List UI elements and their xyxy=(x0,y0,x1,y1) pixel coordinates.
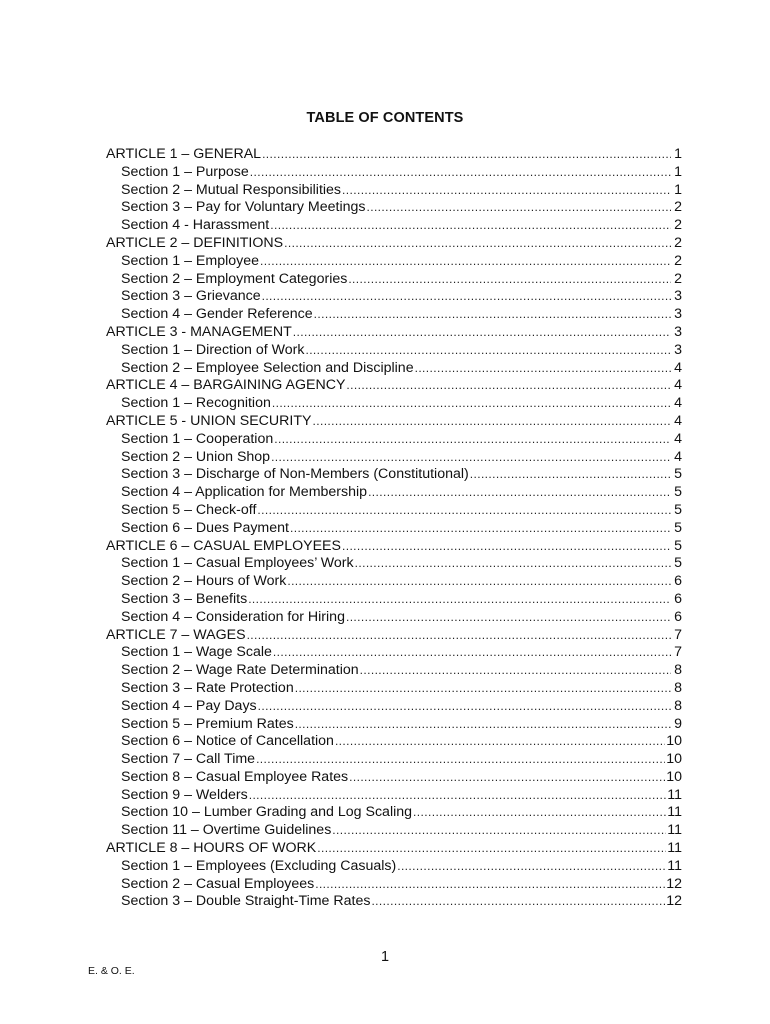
toc-entry-page: 5 xyxy=(674,466,682,483)
toc-entry-page: 4 xyxy=(674,430,682,447)
dot-leader xyxy=(295,680,671,698)
toc-entry-page: 6 xyxy=(674,590,682,607)
toc-entry-label: ARTICLE 3 - MANAGEMENT xyxy=(106,323,292,340)
dot-leader xyxy=(305,342,671,360)
toc-entry-page: 11 xyxy=(667,786,682,803)
toc-section-entry xyxy=(106,306,682,324)
toc-entry-label: Section 1 – Recognition xyxy=(121,395,271,412)
toc-entry-label: Section 5 – Premium Rates xyxy=(121,715,294,732)
table-of-contents xyxy=(106,146,682,911)
toc-entry-label: Section 2 – Union Shop xyxy=(121,448,271,465)
toc-entry-label: ARTICLE 6 – CASUAL EMPLOYEES xyxy=(106,537,341,554)
toc-entry-label: ARTICLE 2 – DEFINITIONS xyxy=(106,234,284,251)
toc-section-entry xyxy=(106,751,682,769)
toc-entry-label: Section 6 – Dues Payment xyxy=(121,519,289,536)
toc-section-entry xyxy=(106,555,682,573)
toc-entry-label: Section 8 – Casual Employee Rates xyxy=(121,768,349,785)
toc-entry-page: 5 xyxy=(674,484,682,501)
toc-entry-page: 6 xyxy=(674,608,682,625)
toc-entry-label: Section 4 – Pay Days xyxy=(121,697,257,714)
toc-entry-label: ARTICLE 8 – HOURS OF WORK xyxy=(106,840,317,857)
dot-leader xyxy=(371,893,665,911)
toc-entry-label: Section 2 – Mutual Responsibilities xyxy=(121,181,342,198)
toc-entry-label: Section 1 – Casual Employees’ Work xyxy=(121,555,354,572)
toc-entry-label: Section 2 – Wage Rate Determination xyxy=(121,662,359,679)
toc-entry-label: Section 1 – Employee xyxy=(121,252,260,269)
toc-section-entry xyxy=(106,698,682,716)
dot-leader xyxy=(315,876,665,894)
dot-leader xyxy=(355,555,671,573)
toc-entry-page: 2 xyxy=(674,252,682,269)
dot-leader xyxy=(470,466,671,484)
dot-leader xyxy=(257,502,671,520)
toc-entry-label: Section 3 – Grievance xyxy=(121,288,261,305)
toc-section-entry xyxy=(106,484,682,502)
toc-section-entry xyxy=(106,716,682,734)
toc-section-entry xyxy=(106,502,682,520)
dot-leader xyxy=(413,804,666,822)
toc-entry-page: 2 xyxy=(674,199,682,216)
toc-section-entry xyxy=(106,271,682,289)
toc-section-entry xyxy=(106,520,682,538)
toc-entry-page: 2 xyxy=(674,234,682,251)
toc-article-entry xyxy=(106,324,682,342)
page-title: TABLE OF CONTENTS xyxy=(306,110,464,126)
toc-entry-page: 2 xyxy=(674,270,682,287)
toc-entry-page: 7 xyxy=(674,626,682,643)
toc-entry-page: 12 xyxy=(666,893,682,910)
toc-entry-label: Section 4 - Harassment xyxy=(121,217,270,234)
toc-section-entry xyxy=(106,876,682,894)
toc-section-entry xyxy=(106,217,682,235)
toc-entry-label: Section 2 – Employee Selection and Discipline xyxy=(121,359,414,376)
toc-entry-page: 6 xyxy=(674,573,682,590)
toc-entry-page: 5 xyxy=(674,501,682,518)
dot-leader xyxy=(346,609,671,627)
toc-section-entry xyxy=(106,164,682,182)
toc-entry-label: Section 3 – Double Straight-Time Rates xyxy=(121,893,371,910)
toc-section-entry xyxy=(106,787,682,805)
toc-entry-label: Section 11 – Overtime Guidelines xyxy=(121,822,332,839)
toc-section-entry xyxy=(106,858,682,876)
toc-entry-page: 5 xyxy=(674,519,682,536)
dot-leader xyxy=(342,538,671,556)
toc-entry-label: Section 2 – Hours of Work xyxy=(121,573,287,590)
toc-section-entry xyxy=(106,449,682,467)
dot-leader xyxy=(415,360,671,378)
toc-article-entry xyxy=(106,235,682,253)
toc-entry-page: 8 xyxy=(674,662,682,679)
toc-entry-label: Section 1 – Wage Scale xyxy=(121,644,272,661)
toc-section-entry xyxy=(106,395,682,413)
toc-entry-page: 4 xyxy=(674,377,682,394)
toc-entry-label: Section 7 – Call Time xyxy=(121,751,256,768)
toc-entry-label: Section 3 – Pay for Voluntary Meetings xyxy=(121,199,366,216)
dot-leader xyxy=(248,591,671,609)
toc-section-entry xyxy=(106,893,682,911)
dot-leader xyxy=(360,662,671,680)
dot-leader xyxy=(317,840,666,858)
toc-entry-page: 5 xyxy=(674,537,682,554)
toc-entry-label: ARTICLE 5 - UNION SECURITY xyxy=(106,412,312,429)
toc-entry-page: 3 xyxy=(674,306,682,323)
toc-entry-label: Section 5 – Check-off xyxy=(121,501,257,518)
dot-leader xyxy=(260,253,671,271)
dot-leader xyxy=(397,858,666,876)
toc-section-entry xyxy=(106,662,682,680)
toc-entry-page: 1 xyxy=(674,181,682,198)
toc-entry-page: 2 xyxy=(674,217,682,234)
dot-leader xyxy=(314,306,671,324)
toc-entry-page: 10 xyxy=(666,751,682,768)
toc-section-entry xyxy=(106,680,682,698)
toc-article-entry xyxy=(106,840,682,858)
toc-entry-page: 7 xyxy=(674,644,682,661)
toc-section-entry xyxy=(106,804,682,822)
toc-section-entry xyxy=(106,342,682,360)
toc-section-entry xyxy=(106,769,682,787)
toc-entry-page: 4 xyxy=(674,448,682,465)
toc-entry-page: 4 xyxy=(674,395,682,412)
toc-entry-label: Section 1 – Cooperation xyxy=(121,430,274,447)
toc-entry-page: 12 xyxy=(666,875,682,892)
toc-section-entry xyxy=(106,591,682,609)
dot-leader xyxy=(290,520,671,538)
toc-section-entry xyxy=(106,199,682,217)
toc-section-entry xyxy=(106,253,682,271)
toc-entry-label: Section 4 – Application for Membership xyxy=(121,484,368,501)
toc-section-entry xyxy=(106,360,682,378)
dot-leader xyxy=(249,787,667,805)
toc-section-entry xyxy=(106,182,682,200)
dot-leader xyxy=(332,822,666,840)
toc-entry-page: 8 xyxy=(674,679,682,696)
toc-entry-label: Section 9 – Welders xyxy=(121,786,248,803)
dot-leader xyxy=(368,484,671,502)
toc-entry-label: Section 1 – Employees (Excluding Casuals) xyxy=(121,857,397,874)
toc-entry-page: 10 xyxy=(666,733,682,750)
toc-entry-label: Section 3 – Discharge of Non-Members (Constitutional) xyxy=(121,466,469,483)
toc-article-entry xyxy=(106,146,682,164)
toc-entry-page: 4 xyxy=(674,412,682,429)
dot-leader xyxy=(274,431,671,449)
toc-entry-page: 10 xyxy=(666,768,682,785)
dot-leader xyxy=(262,288,671,306)
toc-section-entry xyxy=(106,733,682,751)
toc-entry-page: 11 xyxy=(667,840,682,857)
dot-leader xyxy=(262,146,671,164)
dot-leader xyxy=(313,413,672,431)
toc-entry-page: 3 xyxy=(674,341,682,358)
dot-leader xyxy=(287,573,671,591)
toc-article-entry xyxy=(106,377,682,395)
dot-leader xyxy=(335,733,665,751)
dot-leader xyxy=(256,751,665,769)
toc-entry-label: ARTICLE 4 – BARGAINING AGENCY xyxy=(106,377,346,394)
dot-leader xyxy=(293,324,671,342)
toc-section-entry xyxy=(106,466,682,484)
toc-entry-page: 5 xyxy=(674,555,682,572)
toc-entry-label: Section 1 – Direction of Work xyxy=(121,341,305,358)
toc-entry-label: Section 2 – Casual Employees xyxy=(121,875,315,892)
toc-article-entry xyxy=(106,413,682,431)
toc-section-entry xyxy=(106,609,682,627)
dot-leader xyxy=(295,716,671,734)
toc-entry-label: ARTICLE 7 – WAGES xyxy=(106,626,246,643)
toc-entry-page: 3 xyxy=(674,288,682,305)
dot-leader xyxy=(250,164,671,182)
toc-entry-label: Section 4 – Gender Reference xyxy=(121,306,313,323)
toc-entry-label: ARTICLE 1 – GENERAL xyxy=(106,146,262,162)
toc-entry-label: Section 3 – Benefits xyxy=(121,590,248,607)
toc-entry-page: 1 xyxy=(674,146,682,162)
toc-entry-page: 4 xyxy=(674,359,682,376)
dot-leader xyxy=(284,235,671,253)
toc-entry-page: 11 xyxy=(667,822,682,839)
toc-entry-label: Section 2 – Employment Categories xyxy=(121,270,348,287)
dot-leader xyxy=(258,698,671,716)
page-number: 1 xyxy=(380,949,390,965)
dot-leader xyxy=(247,627,671,645)
dot-leader xyxy=(271,449,671,467)
toc-entry-page: 11 xyxy=(667,804,682,821)
toc-article-entry xyxy=(106,538,682,556)
toc-entry-label: Section 6 – Notice of Cancellation xyxy=(121,733,334,750)
toc-section-entry xyxy=(106,644,682,662)
dot-leader xyxy=(270,217,671,235)
toc-entry-page: 9 xyxy=(674,715,682,732)
toc-section-entry xyxy=(106,431,682,449)
toc-entry-page: 1 xyxy=(674,163,682,180)
toc-section-entry xyxy=(106,288,682,306)
toc-article-entry xyxy=(106,627,682,645)
toc-section-entry xyxy=(106,573,682,591)
dot-leader xyxy=(346,377,671,395)
dot-leader xyxy=(348,271,671,289)
toc-entry-label: Section 1 – Purpose xyxy=(121,163,249,180)
dot-leader xyxy=(272,395,671,413)
toc-section-entry xyxy=(106,822,682,840)
dot-leader xyxy=(349,769,665,787)
toc-entry-page: 8 xyxy=(674,697,682,714)
dot-leader xyxy=(366,199,671,217)
dot-leader xyxy=(342,182,671,200)
dot-leader xyxy=(273,644,671,662)
footer-note: E. & O. E. xyxy=(88,965,135,977)
toc-entry-label: Section 4 – Consideration for Hiring xyxy=(121,608,345,625)
toc-entry-label: Section 3 – Rate Protection xyxy=(121,679,294,696)
toc-entry-label: Section 10 – Lumber Grading and Log Scaling xyxy=(121,804,413,821)
toc-entry-page: 11 xyxy=(667,857,682,874)
toc-entry-page: 3 xyxy=(674,323,682,340)
